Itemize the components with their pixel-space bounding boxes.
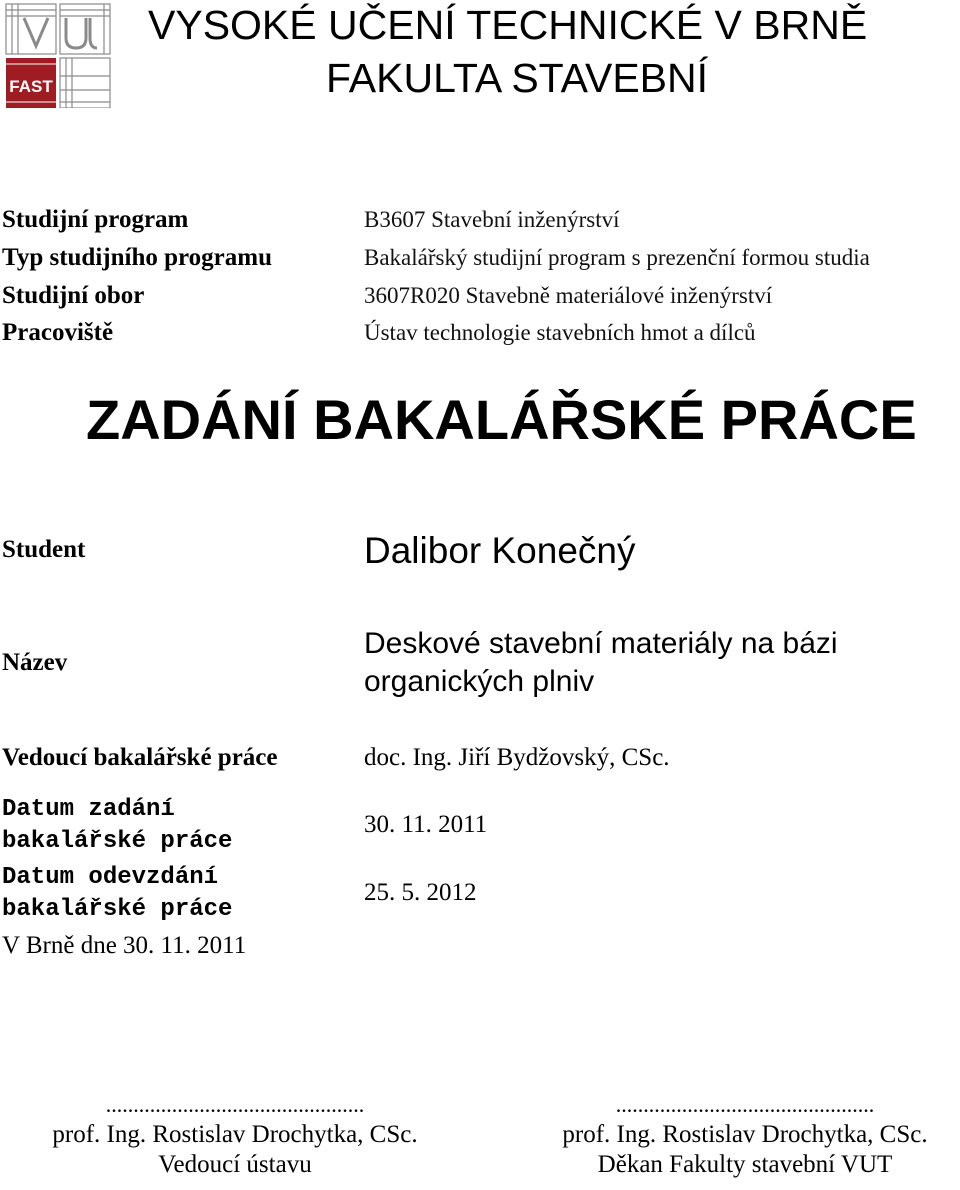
faculty-name: FAKULTA STAVEBNÍ [326,55,709,101]
submission-date-label-1: Datum odevzdání [2,864,219,891]
logo-text: FAST [9,77,53,96]
signature-role: Děkan Fakulty stavební VUT [597,1151,893,1178]
program-type-value: Bakalářský studijní program s prezenční formou studia [364,245,870,270]
field-label: Studijní obor [2,282,145,309]
logo-grid-bottom-right [60,58,110,108]
logo-fast-block [6,58,56,108]
signature-block-dean [530,1092,960,1180]
signature-line: ............................................... [105,1092,365,1117]
logo-grid-top-right [60,4,110,54]
topic-label: Název [2,649,68,676]
signature-line: ............................................... [615,1092,875,1117]
document-title: ZADÁNÍ BAKALÁŘSKÉ PRÁCE [86,388,917,451]
faculty-logo [4,2,112,108]
place-date: V Brně dne 30. 11. 2011 [2,932,247,959]
student-label: Student [2,536,86,563]
assigned-date-label-2: bakalářské práce [2,828,233,855]
submission-date-label-2: bakalářské práce [2,896,233,923]
student-name: Dalibor Konečný [364,530,636,571]
supervisor-label: Vedoucí bakalářské práce [2,744,278,771]
logo-grid-top-left [6,4,56,54]
program-value: B3607 Stavební inženýrství [364,207,620,232]
signature-name: prof. Ing. Rostislav Drochytka, CSc. [562,1121,928,1148]
university-name: VYSOKÉ UČENÍ TECHNICKÉ V BRNĚ [148,2,868,48]
assigned-date-value: 30. 11. 2011 [364,811,488,838]
topic-line-2: organických plniv [364,665,595,698]
signature-role: Vedoucí ústavu [158,1151,312,1178]
supervisor-value: doc. Ing. Jiří Bydžovský, CSc. [364,744,670,771]
program-label: Studijní program [2,206,189,233]
signature-block-head [20,1092,450,1180]
assigned-date-label-1: Datum zadání [2,796,175,823]
program-type-label: Typ studijního programu [2,244,272,271]
department-value: Ústav technologie stavebních hmot a dílců [364,320,756,345]
topic-line-1: Deskové stavební materiály na bázi [364,627,838,660]
signature-name: prof. Ing. Rostislav Drochytka, CSc. [52,1121,418,1148]
field-value: 3607R020 Stavebně materiálové inženýrství [364,283,773,308]
department-label: Pracoviště [2,319,114,346]
submission-date-value: 25. 5. 2012 [364,879,477,906]
